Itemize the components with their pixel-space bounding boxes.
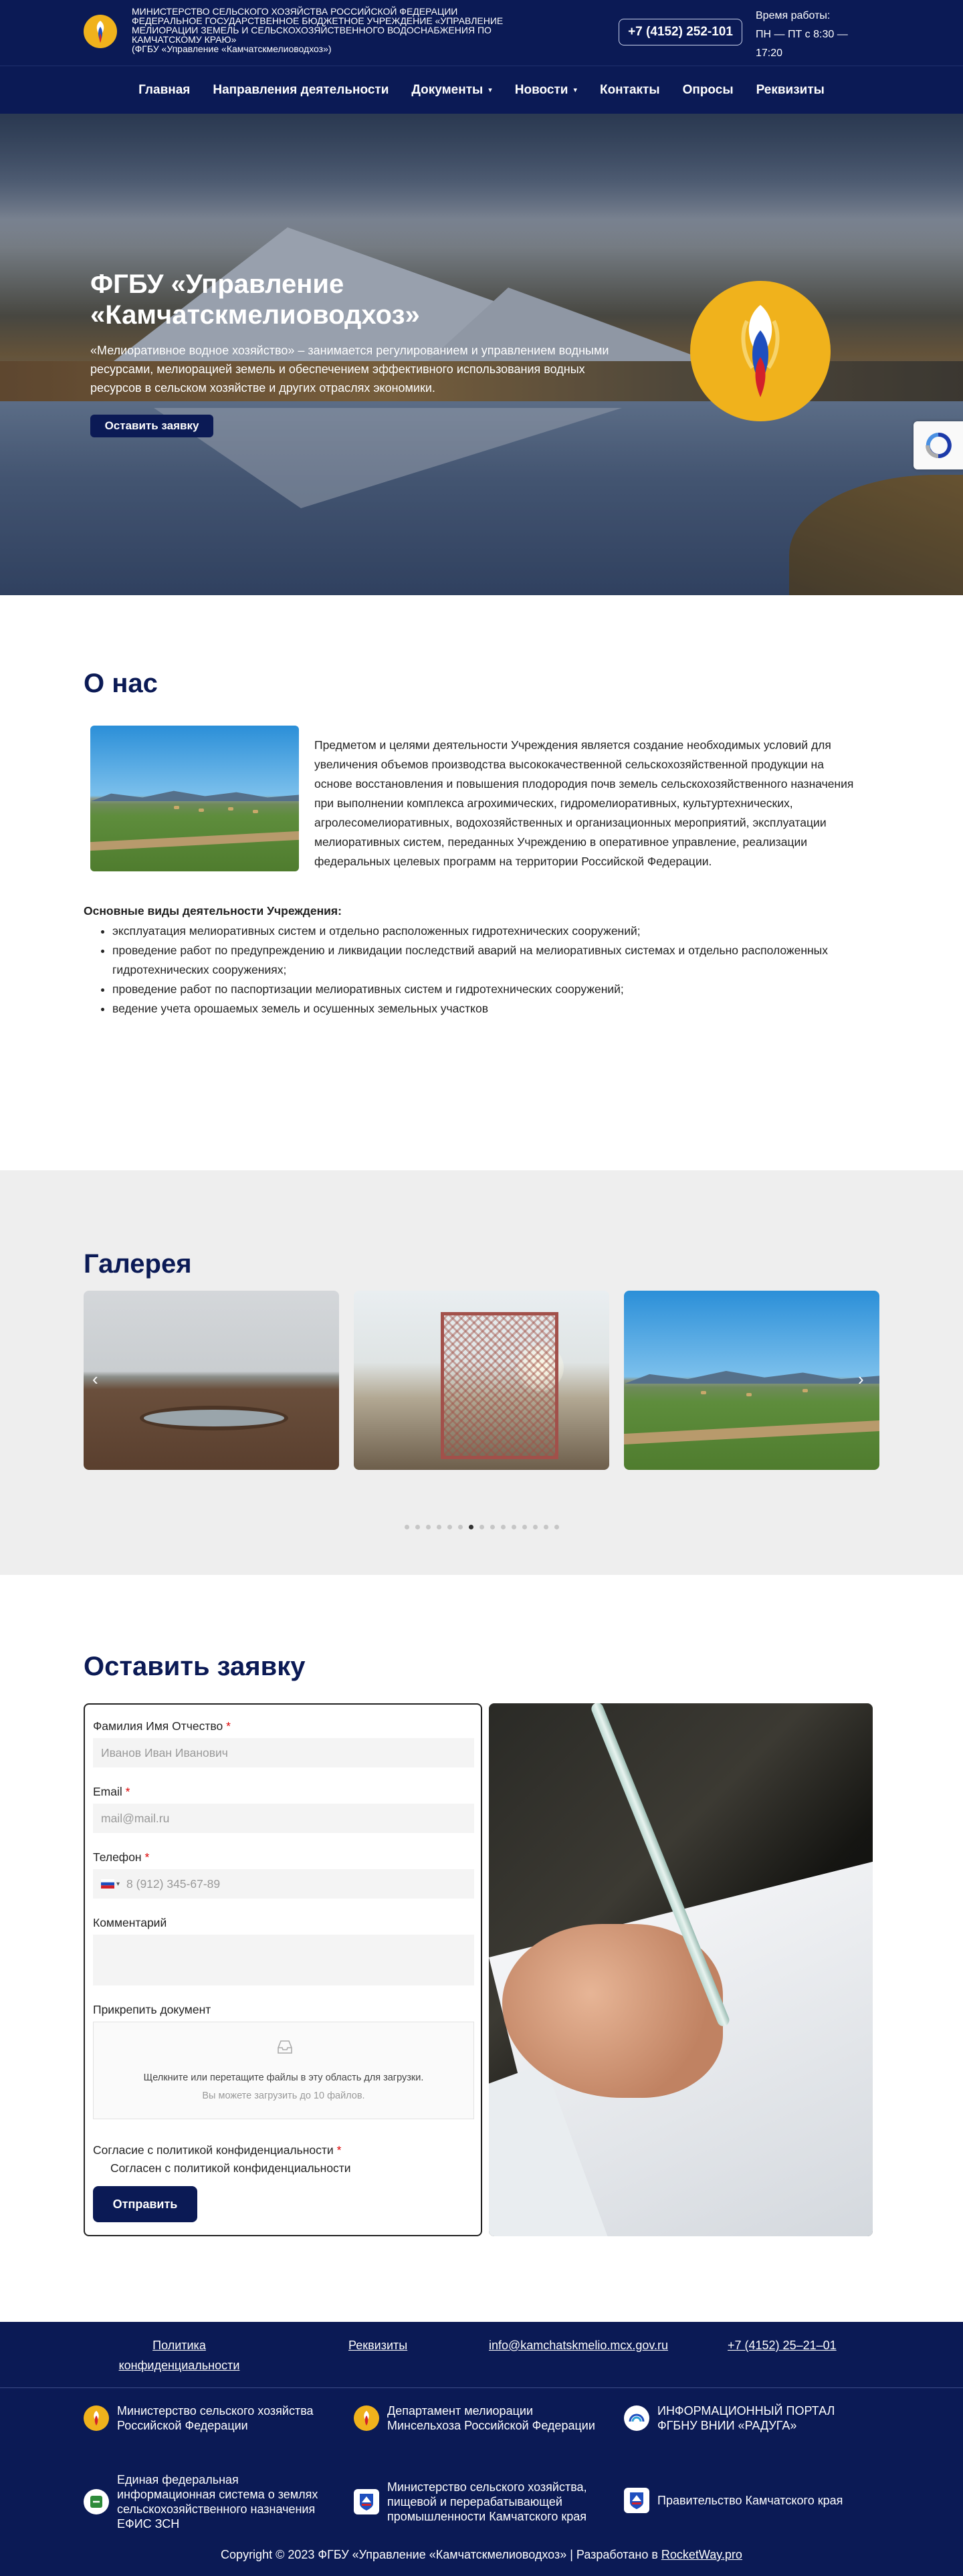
- partner-name: [387, 2480, 587, 2524]
- pagination-dot[interactable]: [458, 1525, 463, 1529]
- hero-section: [0, 114, 963, 595]
- gallery-title: Галерея: [84, 1249, 192, 1279]
- about-photo: [90, 726, 299, 871]
- requisites-link[interactable]: Реквизиты: [348, 2339, 408, 2352]
- pagination-dot[interactable]: [501, 1525, 506, 1529]
- gate-frame: [441, 1312, 558, 1459]
- hero-title: ФГБУ «Управление «Камчатскмелиоводхоз»: [90, 270, 420, 330]
- about-title: О нас: [84, 669, 158, 698]
- checkbox-label: Согласен с политикой конфиденциальности: [110, 2161, 351, 2175]
- wheat-emblem-icon: [89, 19, 112, 44]
- hero-emblem: [690, 281, 831, 421]
- partner-name: [387, 2403, 595, 2433]
- nav-label: Новости: [514, 82, 568, 97]
- organization-name: [132, 7, 540, 53]
- pagination-dot[interactable]: [405, 1525, 409, 1529]
- gallery-slide[interactable]: [84, 1291, 339, 1470]
- activities-list: [100, 922, 856, 1018]
- nav-item-documents[interactable]: [411, 83, 492, 98]
- site-footer: [0, 2322, 963, 2576]
- header-phone-button[interactable]: +7 (4152) 252-101: [619, 19, 742, 45]
- field-image: [90, 726, 299, 871]
- pagination-dot[interactable]: [490, 1525, 495, 1529]
- hay-bale: [199, 809, 204, 812]
- label-text: Телефон: [93, 1850, 142, 1864]
- link-line: конфиденциальности: [118, 2359, 240, 2372]
- pagination-dot[interactable]: [437, 1525, 441, 1529]
- pagination-dot[interactable]: [512, 1525, 516, 1529]
- email-field-label: [93, 1785, 130, 1799]
- recaptcha-icon: [925, 432, 952, 459]
- recaptcha-badge[interactable]: [914, 421, 963, 469]
- placeholder: mail@mail.ru: [101, 1811, 170, 1825]
- hay-bale: [174, 806, 179, 809]
- partner-name: Правительство Камчатского края: [657, 2494, 843, 2507]
- placeholder: 8 (912) 345-67-89: [126, 1876, 221, 1891]
- email-input[interactable]: [93, 1804, 474, 1833]
- working-hours: [756, 7, 863, 63]
- hay-bale: [802, 1389, 808, 1392]
- list-item: • проведение работ по предупреждению и ликвидации последствий аварий на мелиоративных системах и отдельно расположенных гидротехнических сооружениях;: [112, 941, 856, 980]
- consent-checkbox[interactable]: [93, 2161, 351, 2175]
- footer-email-link[interactable]: info@kamchatskmelio.mcx.gov.ru: [489, 2339, 669, 2352]
- nav-label: Контакты: [599, 82, 660, 97]
- name-input[interactable]: [93, 1738, 474, 1767]
- nav-item-home[interactable]: [138, 83, 190, 98]
- main-navigation: [0, 66, 963, 114]
- partner-name-line: Министерство сельского хозяйства,: [387, 2480, 587, 2494]
- nav-label: Документы: [411, 82, 484, 97]
- pagination-dot[interactable]: [415, 1525, 420, 1529]
- gallery-pagination: [0, 1525, 963, 1529]
- nav-item-directions[interactable]: [213, 83, 389, 98]
- wheat-emblem-icon: [84, 2405, 109, 2431]
- partner-name-line: Минсельхоза Российской Федерации: [387, 2419, 595, 2432]
- required-mark: *: [144, 1850, 150, 1864]
- hay-bale: [701, 1391, 706, 1394]
- nav-item-requisites[interactable]: [756, 83, 825, 98]
- hours-days: ПН — ПТ с 8:30 —: [756, 29, 848, 40]
- footer-divider: [0, 2387, 963, 2388]
- partner-name-line: ЕФИС ЗСН: [117, 2517, 180, 2531]
- about-subtitle: Основные виды деятельности Учреждения:: [84, 904, 342, 918]
- label-text: Согласие с политикой конфиденциальности: [93, 2143, 334, 2157]
- privacy-policy-link[interactable]: [112, 2335, 246, 2375]
- partner-name-line: промышленности Камчатского края: [387, 2510, 587, 2523]
- submit-button[interactable]: Отправить: [93, 2186, 197, 2222]
- hero-apply-button[interactable]: Оставить заявку: [90, 415, 213, 437]
- pagination-dot[interactable]: [469, 1525, 473, 1529]
- required-mark: *: [336, 2143, 342, 2157]
- partner-name-line: Российской Федерации: [117, 2419, 248, 2432]
- hours-label: Время работы:: [756, 10, 831, 21]
- phone-input[interactable]: [93, 1869, 474, 1899]
- placeholder: Иванов Иван Иванович: [101, 1745, 228, 1759]
- list-item: • ведение учета орошаемых земель и осушенных земельных участков: [112, 999, 856, 1018]
- list-item: • проведение работ по паспортизации мелиоративных систем и гидротехнических сооружений;: [112, 980, 856, 999]
- partner-link-raduga[interactable]: [624, 2403, 835, 2433]
- org-line: ФЕДЕРАЛЬНОЕ ГОСУДАРСТВЕННОЕ БЮДЖЕТНОЕ УЧРЕЖДЕНИЕ «УПРАВЛЕНИЕ: [132, 15, 504, 26]
- hay-bale: [228, 807, 233, 811]
- partner-link-efis[interactable]: [84, 2472, 318, 2531]
- field-image: [624, 1291, 879, 1470]
- pond-water: [140, 1406, 288, 1431]
- comment-field-label: Комментарий: [93, 1916, 167, 1929]
- checkbox-box[interactable]: [93, 2163, 105, 2175]
- partner-link-kamchatka-government[interactable]: [624, 2488, 843, 2513]
- site-header: [0, 0, 963, 114]
- chevron-left-icon[interactable]: ‹: [92, 1369, 98, 1389]
- partner-name: [117, 2472, 318, 2531]
- list-item: • эксплуатация мелиоративных систем и отдельно расположенных гидротехнических сооружений;: [112, 922, 856, 941]
- logo-link[interactable]: [84, 15, 117, 48]
- link-line: Политика: [152, 2339, 206, 2352]
- hours-end: 17:20: [756, 47, 783, 59]
- name-field-label: [93, 1719, 231, 1733]
- gate-image: [354, 1291, 609, 1470]
- chevron-down-icon: ▾: [573, 86, 577, 94]
- org-line: МИНИСТЕРСТВО СЕЛЬСКОГО ХОЗЯЙСТВА РОССИЙСКОЙ ФЕДЕРАЦИИ: [132, 6, 458, 17]
- partner-name-line: информационная система о землях: [117, 2488, 318, 2501]
- pagination-dot[interactable]: [447, 1525, 452, 1529]
- partner-name-line: Министерство сельского хозяйства: [117, 2404, 314, 2418]
- pagination-dot[interactable]: [533, 1525, 538, 1529]
- gallery-slide[interactable]: [624, 1291, 879, 1470]
- field-road: [90, 831, 299, 851]
- chevron-down-icon: ▾: [488, 86, 492, 94]
- top-bar: [0, 0, 963, 66]
- efis-icon: [84, 2489, 109, 2514]
- org-line: КАМЧАТСКОМУ КРАЮ»: [132, 34, 237, 45]
- partner-name: [117, 2403, 314, 2433]
- writing-hand-image: [489, 1703, 873, 2236]
- hero-description: «Мелиоративное водное хозяйство» – занимается регулированием и управлением водными ресурсами, мелиорацией земель и обеспечением эффективного использования водных ресурсов в сельском хозяйстве и других отраслях экономики.: [90, 344, 609, 395]
- org-line: (ФГБУ «Управление «Камчатскмелиоводхоз»): [132, 43, 332, 54]
- partner-name-line: Единая федеральная: [117, 2473, 239, 2486]
- required-mark: *: [226, 1719, 231, 1733]
- about-section: [0, 595, 963, 1170]
- kamchatka-emblem-icon: [624, 2488, 649, 2513]
- field-hills: [90, 788, 299, 802]
- chevron-down-icon: ▾: [116, 1880, 120, 1888]
- gallery-slide[interactable]: [354, 1291, 609, 1470]
- upload-text: Щелкните или перетащите файлы в эту область для загрузки.: [143, 2072, 424, 2083]
- nav-item-contacts[interactable]: [600, 83, 660, 98]
- pagination-dot[interactable]: [426, 1525, 431, 1529]
- file-upload-dropzone[interactable]: [93, 2022, 474, 2119]
- hay-bale: [253, 810, 258, 813]
- partner-name-line: ИНФОРМАЦИОННЫЙ ПОРТАЛ: [657, 2404, 835, 2418]
- nav-label: Направления деятельности: [213, 82, 389, 97]
- pagination-dot[interactable]: [544, 1525, 548, 1529]
- partner-link-mcx[interactable]: [84, 2403, 314, 2433]
- pond-image: [84, 1291, 339, 1470]
- consent-field-label: [93, 2143, 341, 2157]
- comment-textarea[interactable]: [93, 1935, 474, 1985]
- footer-phone-link[interactable]: +7 (4152) 25–21–01: [728, 2339, 837, 2352]
- pagination-dot[interactable]: [479, 1525, 484, 1529]
- label-text: Фамилия Имя Отчество: [93, 1719, 223, 1733]
- field-hills: [624, 1368, 879, 1384]
- nav-label: Главная: [138, 82, 191, 97]
- developer-link[interactable]: RocketWay.pro: [661, 2548, 742, 2561]
- wheat-emblem-icon: [720, 301, 800, 401]
- partner-name: [657, 2403, 835, 2433]
- attach-field-label: Прикрепить документ: [93, 2003, 211, 2016]
- russia-flag-icon: [101, 1879, 114, 1889]
- partner-name-line: сельскохозяйственного назначения: [117, 2502, 316, 2516]
- phone-field-label: [93, 1850, 149, 1864]
- field-road: [624, 1420, 879, 1444]
- partner-name-line: ФГБНУ ВНИИ «РАДУГА»: [657, 2419, 797, 2432]
- upload-hint: Вы можете загрузить до 10 файлов.: [202, 2090, 365, 2101]
- required-mark: *: [125, 1785, 130, 1798]
- nav-label: Опросы: [682, 82, 734, 97]
- wheat-emblem-icon: [354, 2405, 379, 2431]
- copyright: [0, 2548, 963, 2562]
- pagination-dot[interactable]: [554, 1525, 559, 1529]
- raduga-icon: [624, 2405, 649, 2431]
- copyright-text: Copyright © 2023 ФГБУ «Управление «Камчатскмелиоводхоз» | Разработано в: [221, 2548, 661, 2561]
- gallery-section: [0, 1170, 963, 1575]
- partner-link-melioration-dept[interactable]: [354, 2403, 595, 2433]
- hay-bale: [746, 1393, 752, 1396]
- org-line: МЕЛИОРАЦИИ ЗЕМЕЛЬ И СЕЛЬСКОХОЗЯЙСТВЕННОГО ВОДОСНАБЖЕНИЯ ПО: [132, 25, 492, 35]
- chevron-right-icon[interactable]: ›: [858, 1369, 864, 1389]
- nav-item-news[interactable]: [515, 83, 577, 98]
- nav-label: Реквизиты: [756, 82, 825, 97]
- inbox-icon: [276, 2038, 294, 2056]
- nav-item-polls[interactable]: [683, 83, 734, 98]
- country-flag-icon[interactable]: [101, 1879, 120, 1889]
- kamchatka-emblem-icon: [354, 2489, 379, 2514]
- about-text: Предметом и целями деятельности Учреждения является создание необходимых условий для увеличения объемов производства высококачественной сельскохозяйственной продукции на основе восстановления и повышения плодородия почв земель сельскохозяйственного назначения при выполнении комплекса агрохимических, гидромелиоративных, культуртехнических, агролесомелиоративных, водохозяйственных и организационных мероприятий, эксплуатации мелиоративных систем, переданных Учреждению в оперативное управление, реализации федеральных целевых программ на территории Российской Федерации.: [314, 738, 854, 868]
- label-text: Email: [93, 1785, 122, 1798]
- apply-title: Оставить заявку: [84, 1652, 306, 1681]
- partner-name-line: пищевой и перерабатывающей: [387, 2495, 562, 2508]
- partner-link-kamchatka-agriculture[interactable]: [354, 2480, 587, 2524]
- apply-section: [0, 1575, 963, 2322]
- pagination-dot[interactable]: [522, 1525, 527, 1529]
- partner-name-line: Департамент мелиорации: [387, 2404, 533, 2418]
- apply-form: [84, 1703, 482, 2236]
